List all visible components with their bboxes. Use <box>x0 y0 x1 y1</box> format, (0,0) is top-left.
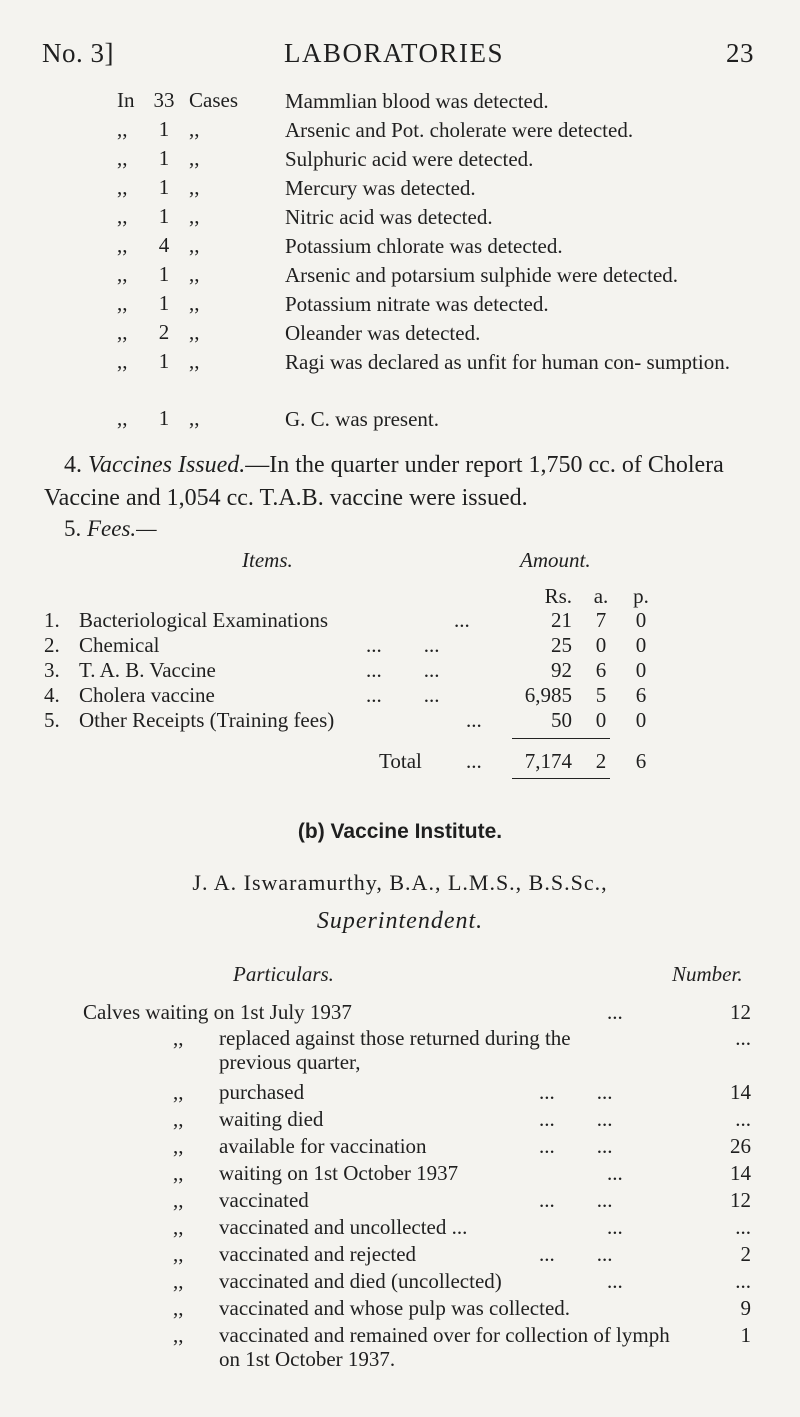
ditto-mark: ,, <box>173 1323 184 1347</box>
case-count: 4 <box>158 233 170 257</box>
calves-label: vaccinated and rejected <box>219 1242 417 1266</box>
unit-annas: a. <box>593 584 609 608</box>
case-prefix: ,, <box>117 349 128 373</box>
page-number: 23 <box>726 38 754 68</box>
calves-label: vaccinated and uncollected ... <box>219 1215 468 1239</box>
case-prefix: ,, <box>117 291 128 315</box>
fee-row <box>44 658 764 686</box>
fee-rupees: 25 <box>551 633 572 657</box>
case-unit: ,, <box>189 233 200 257</box>
ditto-mark: ,, <box>173 1080 184 1104</box>
calves-label: vaccinated <box>219 1188 309 1212</box>
ditto-mark: ,, <box>173 1188 184 1212</box>
ditto-mark: ,, <box>173 1161 184 1185</box>
fee-rupees: 6,985 <box>524 683 572 707</box>
calves-leader: ... ... <box>539 1080 613 1104</box>
total-rule-top <box>512 738 610 739</box>
fee-annas: 5 <box>595 683 607 707</box>
running-title: LABORATORIES <box>284 38 505 68</box>
calves-number: ... <box>735 1215 751 1239</box>
fee-index: 3. <box>44 658 60 682</box>
total-label: Total <box>379 749 422 773</box>
calves-row <box>83 1215 783 1243</box>
fee-pies: 0 <box>635 633 647 657</box>
calves-row <box>83 1026 783 1076</box>
calves-leader: ... ... <box>539 1107 613 1131</box>
calves-number: 12 <box>730 1000 751 1024</box>
author-line: J. A. Iswaramurthy, B.A., L.M.S., B.S.Sc., <box>192 870 608 895</box>
case-text: Potassium chlorate was detected. <box>285 234 563 258</box>
case-prefix: ,, <box>117 204 128 228</box>
case-text: Nitric acid was detected. <box>285 205 493 229</box>
section-number: 4. <box>64 452 82 478</box>
calves-number: ... <box>735 1026 751 1050</box>
calves-leader: ... <box>607 1215 623 1239</box>
calves-label: replaced against those returned during the previous quarter, <box>219 1026 571 1074</box>
case-text: Potassium nitrate was detected. <box>285 292 549 316</box>
calves-number: 12 <box>730 1188 751 1212</box>
fee-rupees: 21 <box>551 608 572 632</box>
case-text: Mammlian blood was detected. <box>285 89 549 113</box>
calves-number: 26 <box>730 1134 751 1158</box>
fee-total-row <box>44 749 764 777</box>
calves-row <box>83 1323 783 1375</box>
case-count: 1 <box>158 117 170 141</box>
fee-annas: 7 <box>595 608 607 632</box>
calves-number: 9 <box>740 1296 751 1320</box>
section-number: 5. <box>64 516 82 541</box>
calves-leader: ... ... <box>539 1242 613 1266</box>
fee-rupees: 50 <box>551 708 572 732</box>
calves-row <box>83 1296 783 1324</box>
calves-label: vaccinated and remained over for collection of lymph on 1st October 1937. <box>219 1323 670 1371</box>
calves-number: ... <box>735 1269 751 1293</box>
fee-label: Bacteriological Examinations <box>79 608 329 632</box>
fee-pies: 0 <box>635 708 647 732</box>
case-count: 1 <box>158 175 170 199</box>
case-text: Arsenic and Pot. cholerate were detected. <box>285 118 634 142</box>
calves-row <box>83 1188 783 1216</box>
case-prefix: ,, <box>117 233 128 257</box>
case-count: 2 <box>158 320 170 344</box>
case-unit: Cases <box>189 88 238 112</box>
fee-leader: ... ... <box>366 658 440 682</box>
items-column-header: Items. <box>242 548 293 572</box>
total-rupees: 7,174 <box>524 749 572 773</box>
fees-heading <box>44 512 764 545</box>
ditto-mark: ,, <box>173 1242 184 1266</box>
fee-row <box>44 708 764 736</box>
case-text: Arsenic and potarsium sulphide were detected. <box>285 263 679 287</box>
total-leader: ... <box>466 749 482 773</box>
case-count: 1 <box>158 349 170 373</box>
ditto-mark: ,, <box>173 1134 184 1158</box>
calves-label: vaccinated and died (uncollected) <box>219 1269 502 1293</box>
calves-row <box>83 1242 783 1270</box>
fee-label: Cholera vaccine <box>79 683 215 707</box>
ditto-mark: ,, <box>173 1269 184 1293</box>
calves-number: 14 <box>730 1080 751 1104</box>
case-prefix: ,, <box>117 146 128 170</box>
fee-index: 1. <box>44 608 60 632</box>
case-count: 1 <box>158 204 170 228</box>
calves-label: Calves waiting on 1st July 1937 <box>83 1000 352 1024</box>
vaccines-paragraph <box>44 449 764 515</box>
fee-rupees: 92 <box>551 658 572 682</box>
case-count: 33 <box>153 88 175 112</box>
case-text: Sulphuric acid were detected. <box>285 147 534 171</box>
calves-leader: ... ... <box>539 1134 613 1158</box>
amount-column-header: Amount. <box>520 548 591 572</box>
fee-leader: ... ... <box>366 633 440 657</box>
calves-label: waiting on 1st October 1937 <box>219 1161 459 1185</box>
calves-label: purchased <box>219 1080 305 1104</box>
fee-label: Chemical <box>79 633 160 657</box>
total-annas: 2 <box>595 749 607 773</box>
fee-row <box>44 608 764 636</box>
fee-label: Other Receipts (Training fees) <box>79 708 335 732</box>
case-prefix: ,, <box>117 320 128 344</box>
fee-annas: 0 <box>595 633 607 657</box>
fee-annas: 6 <box>595 658 607 682</box>
unit-rupees: Rs. <box>544 584 572 608</box>
issue-number: No. 3] <box>42 38 114 68</box>
calves-row <box>83 1134 783 1162</box>
total-pies: 6 <box>635 749 647 773</box>
calves-label: waiting died <box>219 1107 324 1131</box>
ditto-mark: ,, <box>173 1026 184 1050</box>
calves-row <box>83 1000 783 1028</box>
particulars-column-header: Particulars. <box>233 962 334 986</box>
fee-annas: 0 <box>595 708 607 732</box>
number-column-header: Number. <box>672 962 743 986</box>
fee-pies: 0 <box>635 658 647 682</box>
fee-index: 5. <box>44 708 60 732</box>
case-prefix: In <box>117 88 135 112</box>
calves-label: available for vaccination <box>219 1134 427 1158</box>
calves-leader: ... <box>607 1000 623 1024</box>
calves-number: 1 <box>740 1323 751 1347</box>
case-unit: ,, <box>189 262 200 286</box>
fee-index: 2. <box>44 633 60 657</box>
ditto-mark: ,, <box>173 1296 184 1320</box>
case-count: 1 <box>158 291 170 315</box>
vaccine-institute-heading: (b) Vaccine Institute. <box>297 820 503 843</box>
case-prefix: ,, <box>117 262 128 286</box>
calves-leader: ... ... <box>539 1188 613 1212</box>
case-unit: ,, <box>189 406 200 430</box>
unit-pies: p. <box>633 584 649 608</box>
section-heading: Vaccines Issued. <box>88 452 246 478</box>
author-role: Superintendent. <box>316 908 484 934</box>
case-text: G. C. was present. <box>285 407 439 431</box>
calves-row <box>83 1080 783 1108</box>
fee-row <box>44 633 764 661</box>
vaccines-text: —In the quarter under report 1,750 cc. of Cholera Vaccine and 1,054 cc. T.A.B. vaccine were issued. <box>44 452 724 511</box>
case-count: 1 <box>158 406 170 430</box>
case-unit: ,, <box>189 291 200 315</box>
calves-leader: ... <box>607 1161 623 1185</box>
calves-label: vaccinated and whose pulp was collected. <box>219 1296 571 1320</box>
case-unit: ,, <box>189 175 200 199</box>
calves-row <box>83 1161 783 1189</box>
case-unit: ,, <box>189 146 200 170</box>
case-text: Oleander was detected. <box>285 321 481 345</box>
calves-row <box>83 1269 783 1297</box>
case-text: Mercury was detected. <box>285 176 476 200</box>
case-prefix: ,, <box>117 406 128 430</box>
ditto-mark: ,, <box>173 1215 184 1239</box>
calves-number: 2 <box>740 1242 751 1266</box>
case-unit: ,, <box>189 320 200 344</box>
calves-number: ... <box>735 1107 751 1131</box>
fee-pies: 6 <box>635 683 647 707</box>
calves-leader: ... <box>607 1269 623 1293</box>
fee-pies: 0 <box>635 608 647 632</box>
case-prefix: ,, <box>117 175 128 199</box>
total-rule-bottom <box>512 778 610 779</box>
case-count: 1 <box>158 146 170 170</box>
fee-leader: ... <box>454 608 470 632</box>
section-heading: Fees.— <box>87 516 157 541</box>
case-text: Ragi was declared as unfit for human con- sumption. <box>285 350 730 374</box>
fee-row <box>44 683 764 711</box>
calves-row <box>83 1107 783 1135</box>
fee-index: 4. <box>44 683 60 707</box>
case-prefix: ,, <box>117 117 128 141</box>
fee-leader: ... <box>466 708 482 732</box>
fee-label: T. A. B. Vaccine <box>79 658 216 682</box>
ditto-mark: ,, <box>173 1107 184 1131</box>
case-unit: ,, <box>189 204 200 228</box>
fee-leader: ... ... <box>366 683 440 707</box>
case-unit: ,, <box>189 117 200 141</box>
calves-number: 14 <box>730 1161 751 1185</box>
case-unit: ,, <box>189 349 200 373</box>
case-count: 1 <box>158 262 170 286</box>
